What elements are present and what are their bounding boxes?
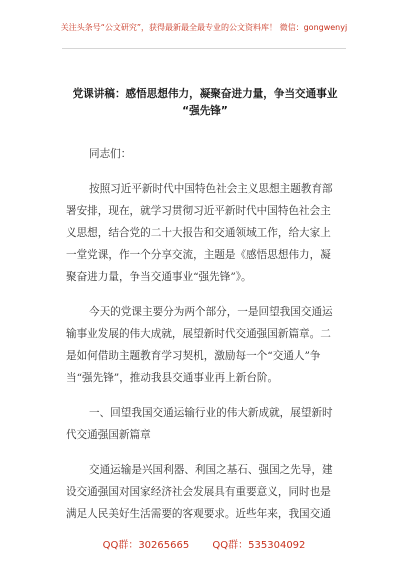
paragraph-1-line: 按照习近平新时代中国特色社会主义思想主题教育部 bbox=[89, 183, 333, 195]
paragraph-4-line: 设交通强国对国家经济社会发展具有重要意义，同时也是 bbox=[66, 486, 331, 498]
paragraph-2-line: 是如何借助主题教育学习契机，激励每一个“交通人”争 bbox=[66, 350, 321, 362]
paragraph-2-line: 当“强先锋”，推动我县交通事业再上新台阶。 bbox=[66, 372, 279, 384]
header-notice: 关注头条号“公文研究”，获得最新最全最专业的公文资料库！ 微信：gongwenyj bbox=[60, 23, 348, 32]
document-title-line-2: “强先锋” bbox=[182, 105, 228, 117]
section-heading-line: 代交通强国新篇章 bbox=[66, 429, 151, 441]
paragraph-2-line: 输事业发展的伟大成就，展望新时代交通强国新篇章。二 bbox=[66, 328, 331, 340]
salutation: 同志们： bbox=[89, 148, 132, 160]
paragraph-1-line: 一堂党课，作一个分享交流，主题是《感悟思想伟力，凝 bbox=[66, 249, 331, 261]
document-title-line-1: 党课讲稿：感悟思想伟力，凝聚奋进力量，争当交通事业 bbox=[72, 88, 338, 100]
header-divider bbox=[62, 48, 346, 49]
footer-contact bbox=[0, 536, 408, 551]
paragraph-4-line: 满足人民美好生活需要的客观要求。近些年来，我国交通 bbox=[66, 508, 331, 520]
footer-qq-group-2: QQ群：535304092 bbox=[212, 540, 306, 551]
paragraph-1-line: 署安排，现在，就学习贯彻习近平新时代中国特色社会主 bbox=[66, 205, 331, 217]
paragraph-1-line: 义思想，结合党的二十大报告和交通领域工作，给大家上 bbox=[66, 227, 331, 239]
section-heading-line: 一、回望我国交通运输行业的伟大新成就，展望新时 bbox=[89, 407, 333, 419]
paragraph-1-line: 聚奋进力量，争当交通事业“强先锋”》。 bbox=[66, 271, 252, 283]
paragraph-4-line: 交通运输是兴国利器、利国之基石、强国之先导，建 bbox=[89, 464, 333, 476]
footer-qq-group-1: QQ群：30265665 bbox=[102, 540, 190, 551]
paragraph-2-line: 今天的党课主要分为两个部分，一是回望我国交通运 bbox=[89, 306, 333, 318]
